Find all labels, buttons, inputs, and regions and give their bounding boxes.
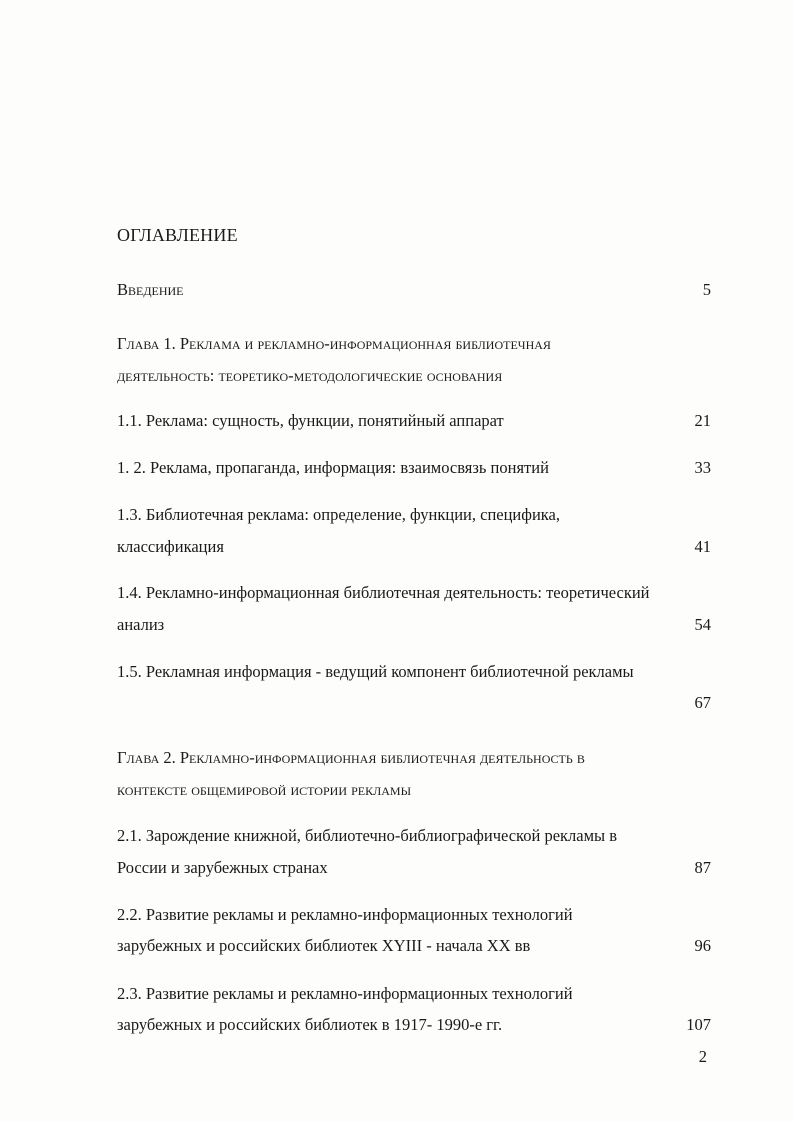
toc-section-2-3-line1: 2.3. Развитие рекламы и рекламно-информационных технологий bbox=[117, 984, 573, 1003]
toc-chapter1-line2: деятельность: теоретико-методологические основания bbox=[117, 366, 503, 385]
toc-section-2-1-page: 87 bbox=[694, 858, 711, 877]
toc-intro-page: 5 bbox=[702, 280, 711, 299]
toc-section-1-1-page: 21 bbox=[694, 411, 711, 430]
toc-chapter1-line1: Глава 1. Реклама и рекламно-информационная библиотечная bbox=[117, 334, 551, 353]
toc-section-1-3-page: 41 bbox=[694, 537, 711, 556]
toc-section-2-3-line2: зарубежных и российских библиотек в 1917- 1990-е гг. bbox=[117, 1015, 503, 1034]
toc-section-2-2-line2: зарубежных и российских библиотек XYIII - начала ХХ вв bbox=[117, 936, 531, 955]
toc-section-1-4-page: 54 bbox=[694, 615, 711, 634]
toc-section-1-5-page: 67 bbox=[694, 693, 711, 712]
toc-intro-title: Введение bbox=[117, 280, 184, 299]
toc-section-1-2-page: 33 bbox=[694, 458, 711, 477]
toc-section-1-5-line1: 1.5. Рекламная информация - ведущий компонент библиотечной рекламы bbox=[117, 662, 634, 681]
page-number: 2 bbox=[698, 1047, 707, 1066]
toc-heading: ОГЛАВЛЕНИЕ bbox=[117, 225, 238, 245]
toc-section-1-2-title: 1. 2. Реклама, пропаганда, информация: взаимосвязь понятий bbox=[117, 458, 549, 477]
toc-section-2-2-page: 96 bbox=[694, 936, 711, 955]
toc-section-1-3-line1: 1.3. Библиотечная реклама: определение, функции, специфика, bbox=[117, 505, 560, 524]
toc-section-2-3-page: 107 bbox=[686, 1015, 711, 1034]
toc-chapter2-line2: контексте общемировой истории рекламы bbox=[117, 780, 412, 799]
toc-section-1-1-title: 1.1. Реклама: сущность, функции, понятийный аппарат bbox=[117, 411, 504, 430]
toc-section-1-4-line1: 1.4. Рекламно-информационная библиотечная деятельность: теоретический bbox=[117, 583, 650, 602]
toc-section-1-4-line2: анализ bbox=[117, 615, 165, 634]
toc-section-1-3-line2: классификация bbox=[117, 537, 224, 556]
toc-chapter2-line1: Глава 2. Рекламно-информационная библиотечная деятельность в bbox=[117, 748, 585, 767]
toc-section-2-1-line2: России и зарубежных странах bbox=[117, 858, 328, 877]
toc-section-2-2-line1: 2.2. Развитие рекламы и рекламно-информационных технологий bbox=[117, 905, 573, 924]
toc-section-2-1-line1: 2.1. Зарождение книжной, библиотечно-библиографической рекламы в bbox=[117, 826, 618, 845]
